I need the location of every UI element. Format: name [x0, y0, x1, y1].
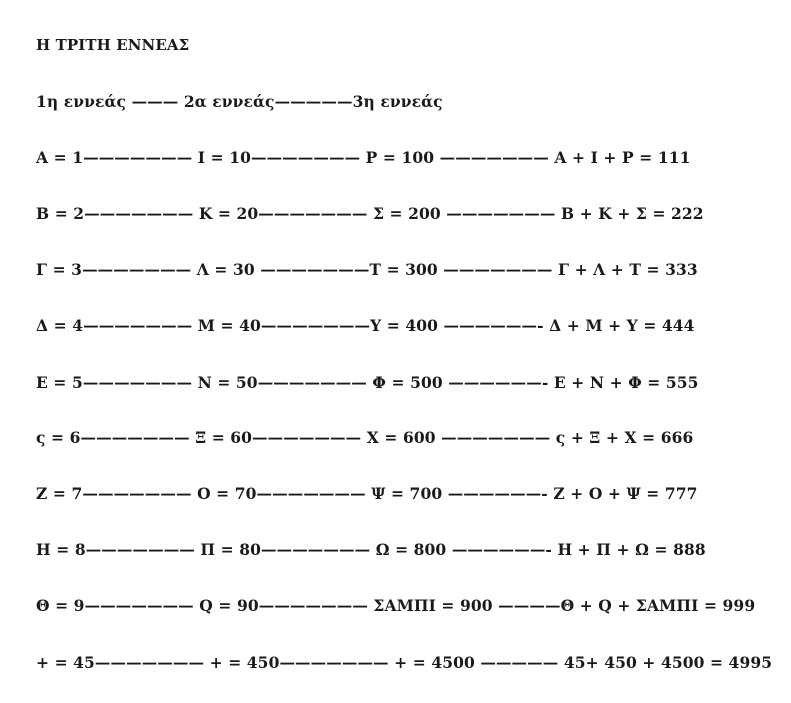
totals-line: + = 45——————— + = 450——————— + = 4500 ————— 45+ 450 + 4500 = 4995: [36, 653, 773, 672]
document-title: Η ΤΡΙΤΗ ΕΝΝΕΑΣ: [36, 36, 190, 54]
text-line: Θ = 9——————— Q = 90——————— ΣΑΜΠΙ = 900 ————Θ + Q + ΣΑΜΠΙ = 999: [36, 596, 756, 615]
text-line: Δ = 4——————— Μ = 40———————Υ = 400 ——————- Δ + Μ + Υ = 444: [36, 316, 695, 335]
text-line: Ε = 5——————— Ν = 50——————— Φ = 500 ——————- Ε + Ν + Φ = 555: [36, 373, 699, 392]
text-line: ς = 6——————— Ξ = 60——————— Χ = 600 ——————— ς + Ξ + Χ = 666: [36, 428, 694, 447]
text-line: Ζ = 7——————— Ο = 70——————— Ψ = 700 ——————- Ζ + Ο + Ψ = 777: [36, 484, 698, 503]
text-line: Η = 8——————— Π = 80——————— Ω = 800 ——————- Η + Π + Ω = 888: [36, 540, 706, 559]
column-header-line: 1η εννεάς ——— 2α εννεάς—————3η εννεάς: [36, 92, 443, 111]
text-line: Α = 1——————— Ι = 10——————— Ρ = 100 ——————— Α + Ι + Ρ = 111: [36, 148, 691, 167]
text-line: Β = 2——————— Κ = 20——————— Σ = 200 ——————— Β + Κ + Σ = 222: [36, 204, 704, 223]
text-line: Γ = 3——————— Λ = 30 ———————Τ = 300 ——————— Γ + Λ + Τ = 333: [36, 260, 698, 279]
